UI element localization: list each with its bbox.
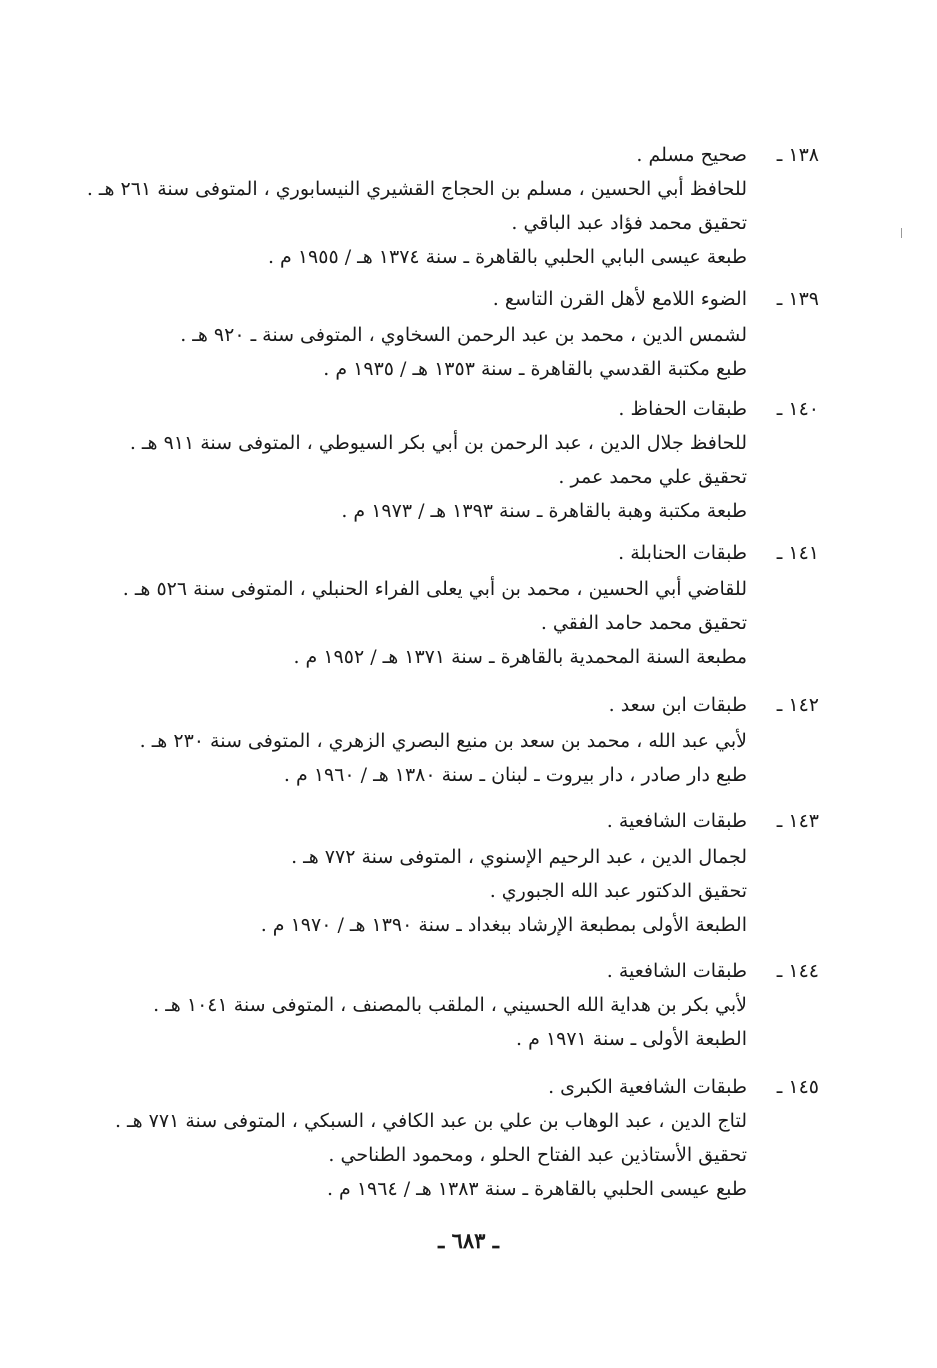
entry-number: ١٤٥ ـ xyxy=(776,1076,819,1098)
entry-editor-line: تحقيق الأستاذين عبد الفتاح الحلو ، ومحمود الطناحي . xyxy=(328,1144,747,1166)
entry-author-line: للحافظ جلال الدين ، عبد الرحمن بن أبي بكر السيوطي ، المتوفى سنة ٩١١ هـ . xyxy=(129,432,747,454)
entry-title: طبقات الشافعية الكبرى . xyxy=(548,1076,747,1098)
entry-number: ١٤٣ ـ xyxy=(776,810,819,832)
entry-author-line: للحافظ أبي الحسين ، مسلم بن الحجاج القشيري النيسابوري ، المتوفى سنة ٢٦١ هـ . xyxy=(86,178,747,200)
entry-editor-line: تحقيق محمد حامد الفقي . xyxy=(540,612,747,634)
entry-number: ١٤٢ ـ xyxy=(776,694,819,716)
entry-number: ١٤٠ ـ xyxy=(776,398,819,420)
entry-author-line: لأبي بكر بن هداية الله الحسيني ، الملقب بالمصنف ، المتوفى سنة ١٠٤١ هـ . xyxy=(153,994,747,1016)
page-number: ـ ٦٨٣ ـ xyxy=(438,1228,499,1253)
entry-title: طبقات ابن سعد . xyxy=(608,694,747,716)
entry-publisher-line: طبعة عيسى البابي الحلبي بالقاهرة ـ سنة ١٣٧٤ هـ / ١٩٥٥ م . xyxy=(267,246,747,268)
entry-author-line: لجمال الدين ، عبد الرحيم الإسنوي ، المتوفى سنة ٧٧٢ هـ . xyxy=(291,846,747,868)
entry-editor-line: تحقيق الدكتور عبد الله الجبوري . xyxy=(489,880,747,902)
entry-author-line: لأبي عبد الله ، محمد بن سعد بن منيع البصري الزهري ، المتوفى سنة ٢٣٠ هـ . xyxy=(139,730,747,752)
entry-title: صحيح مسلم . xyxy=(636,144,747,166)
entry-author-line: لشمس الدين ، محمد بن عبد الرحمن السخاوي ، المتوفى سنة ـ ٩٢٠ هـ . xyxy=(180,324,747,346)
entry-number: ١٤٤ ـ xyxy=(776,960,819,982)
entry-publisher-line: مطبعة السنة المحمدية بالقاهرة ـ سنة ١٣٧١ هـ / ١٩٥٢ م . xyxy=(293,646,747,668)
entry-author-line: للقاضي أبي الحسين ، محمد بن أبي يعلى الفراء الحنبلي ، المتوفى سنة ٥٢٦ هـ . xyxy=(122,578,747,600)
entry-editor-line: تحقيق محمد فؤاد عبد الباقي . xyxy=(511,212,747,234)
entry-title: طبقات الحفاظ . xyxy=(618,398,747,420)
entry-number: ١٣٨ ـ xyxy=(776,144,819,166)
entry-author-line: لتاج الدين ، عبد الوهاب بن علي بن عبد الكافي ، السبكي ، المتوفى سنة ٧٧١ هـ . xyxy=(114,1110,747,1132)
margin-mark xyxy=(901,228,902,238)
entry-title: طبقات الشافعية . xyxy=(606,960,747,982)
entry-editor-line: تحقيق علي محمد عمر . xyxy=(558,466,747,488)
entry-title: طبقات الحنابلة . xyxy=(618,542,747,564)
entry-number: ١٣٩ ـ xyxy=(776,288,819,310)
entry-number: ١٤١ ـ xyxy=(776,542,819,564)
entry-title: الضوء اللامع لأهل القرن التاسع . xyxy=(492,288,747,310)
entry-publisher-line: الطبعة الأولى بمطبعة الإرشاد ببغداد ـ سنة ١٣٩٠ هـ / ١٩٧٠ م . xyxy=(260,914,747,936)
entry-publisher-line: طبعة مكتبة وهبة بالقاهرة ـ سنة ١٣٩٣ هـ / ١٩٧٣ م . xyxy=(341,500,747,522)
entry-publisher-line: طبع عيسى الحلبي بالقاهرة ـ سنة ١٣٨٣ هـ / ١٩٦٤ م . xyxy=(326,1178,747,1200)
entry-publisher-line: طبع مكتبة القدسي بالقاهرة ـ سنة ١٣٥٣ هـ / ١٩٣٥ م . xyxy=(323,358,747,380)
entry-title: طبقات الشافعية . xyxy=(606,810,747,832)
entry-publisher-line: الطبعة الأولى ـ سنة ١٩٧١ م . xyxy=(516,1028,747,1050)
entry-publisher-line: طبع دار صادر ، دار بيروت ـ لبنان ـ سنة ١٣٨٠ هـ / ١٩٦٠ م . xyxy=(283,764,747,786)
